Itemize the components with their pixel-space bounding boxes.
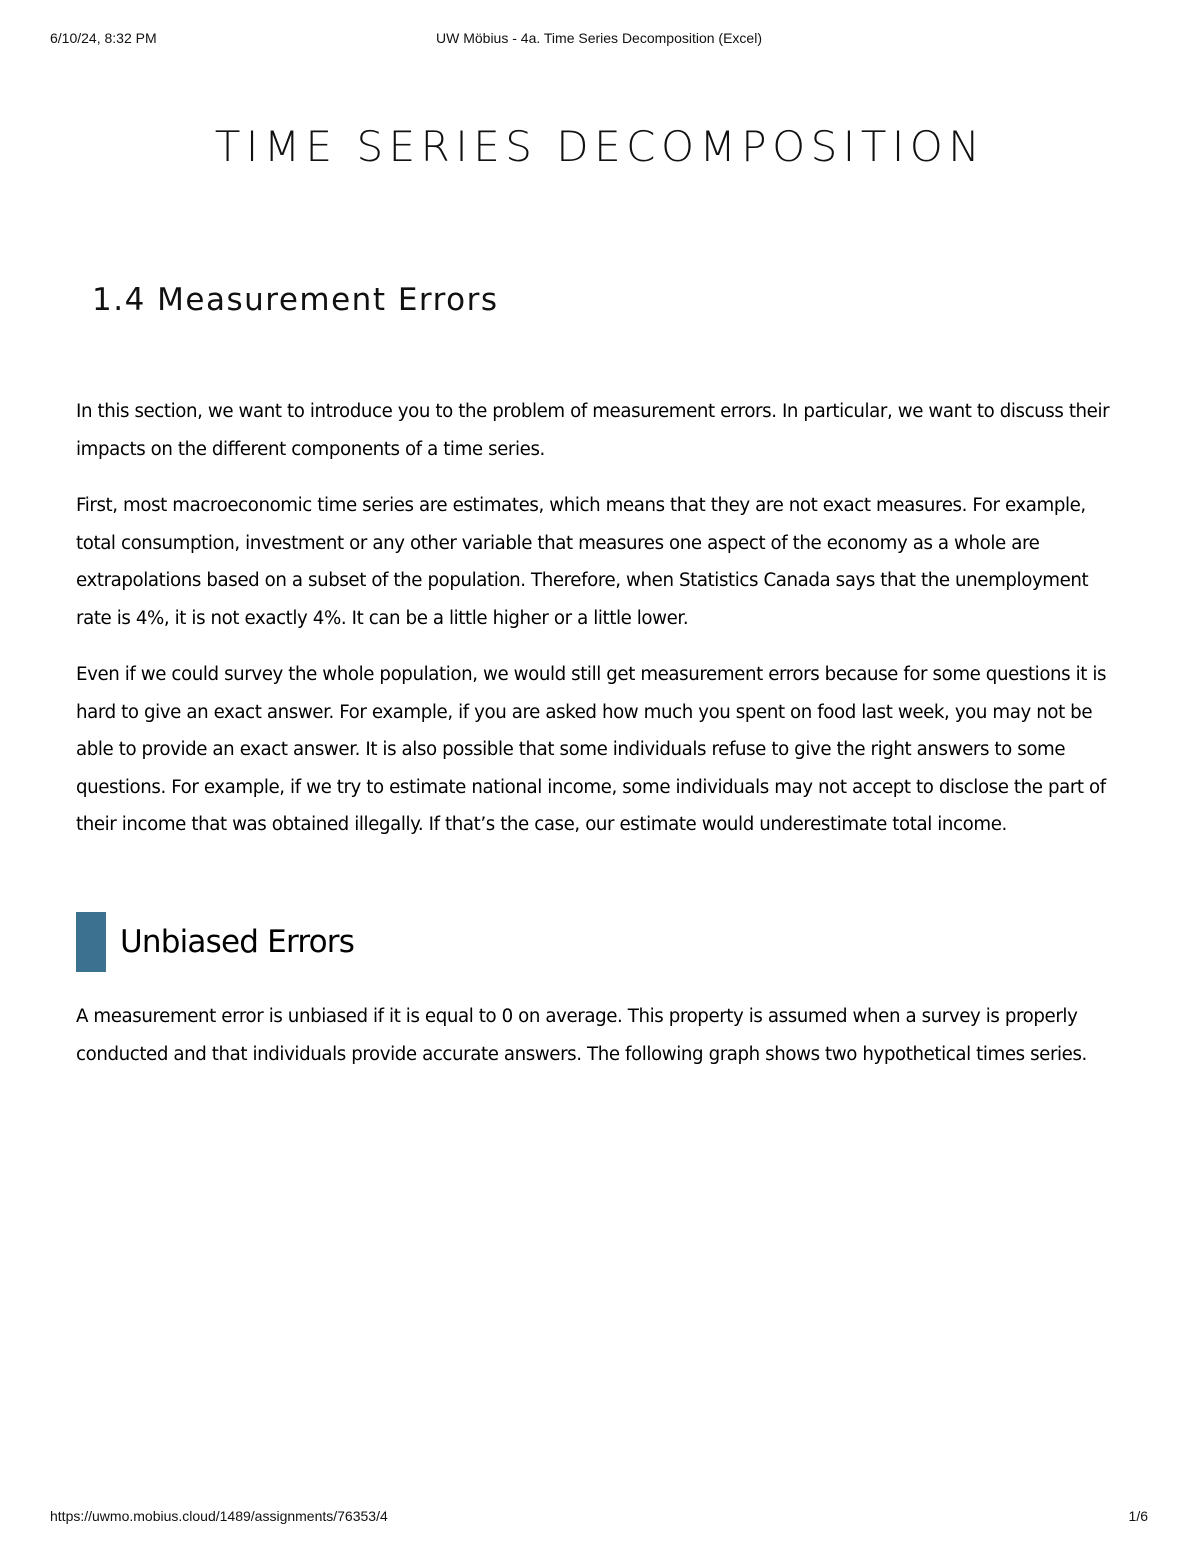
paragraph-estimates: First, most macroeconomic time series are estimates, which means that they are not exact measures. For example, total consumption, investment or any other variable that measures one aspect of the economy as a whole are extrapolations based on a subset of the population. Therefore, when Statistics Canada says that the unemployment rate is 4%, it is not exactly 4%. It can be a little higher or a little lower. bbox=[76, 495, 1089, 629]
subsection-title: Unbiased Errors bbox=[120, 924, 355, 960]
paragraph-survey-errors: Even if we could survey the whole population, we would still get measurement errors because for some questions it is hard to give an exact answer. For example, if you are asked how much you spent on food last week, you may not be able to provide an exact answer. It is also possible that some individuals refuse to give the right answers to some questions. For example, if we try to estimate national income, some individuals may not accept to disclose the part of their income that was obtained illegally. If that’s the case, our estimate would underestimate total income. bbox=[76, 664, 1107, 835]
section-body bbox=[76, 393, 1126, 863]
print-page-number: 1/6 bbox=[1128, 1508, 1148, 1524]
print-footer bbox=[50, 1508, 1148, 1526]
subsection-heading bbox=[76, 912, 354, 972]
subsection-body bbox=[76, 998, 1126, 1073]
subsection-accent-bar bbox=[76, 912, 106, 972]
section-heading: 1.4 Measurement Errors bbox=[92, 282, 499, 318]
print-url: https://uwmo.mobius.cloud/1489/assignments/76353/4 bbox=[50, 1508, 388, 1524]
paragraph-unbiased: A measurement error is unbiased if it is equal to 0 on average. This property is assumed when a survey is properly conducted and that individuals provide accurate answers. The following graph shows two hypothetical times series. bbox=[76, 1006, 1087, 1065]
print-datetime: 6/10/24, 8:32 PM bbox=[50, 30, 157, 46]
print-page-title: UW Möbius - 4a. Time Series Decomposition (Excel) bbox=[436, 30, 762, 46]
paragraph-intro: In this section, we want to introduce you to the problem of measurement errors. In particular, we want to discuss their impacts on the different components of a time series. bbox=[76, 401, 1110, 460]
document-title: TIME SERIES DECOMPOSITION bbox=[214, 122, 986, 171]
print-header bbox=[50, 30, 1148, 48]
